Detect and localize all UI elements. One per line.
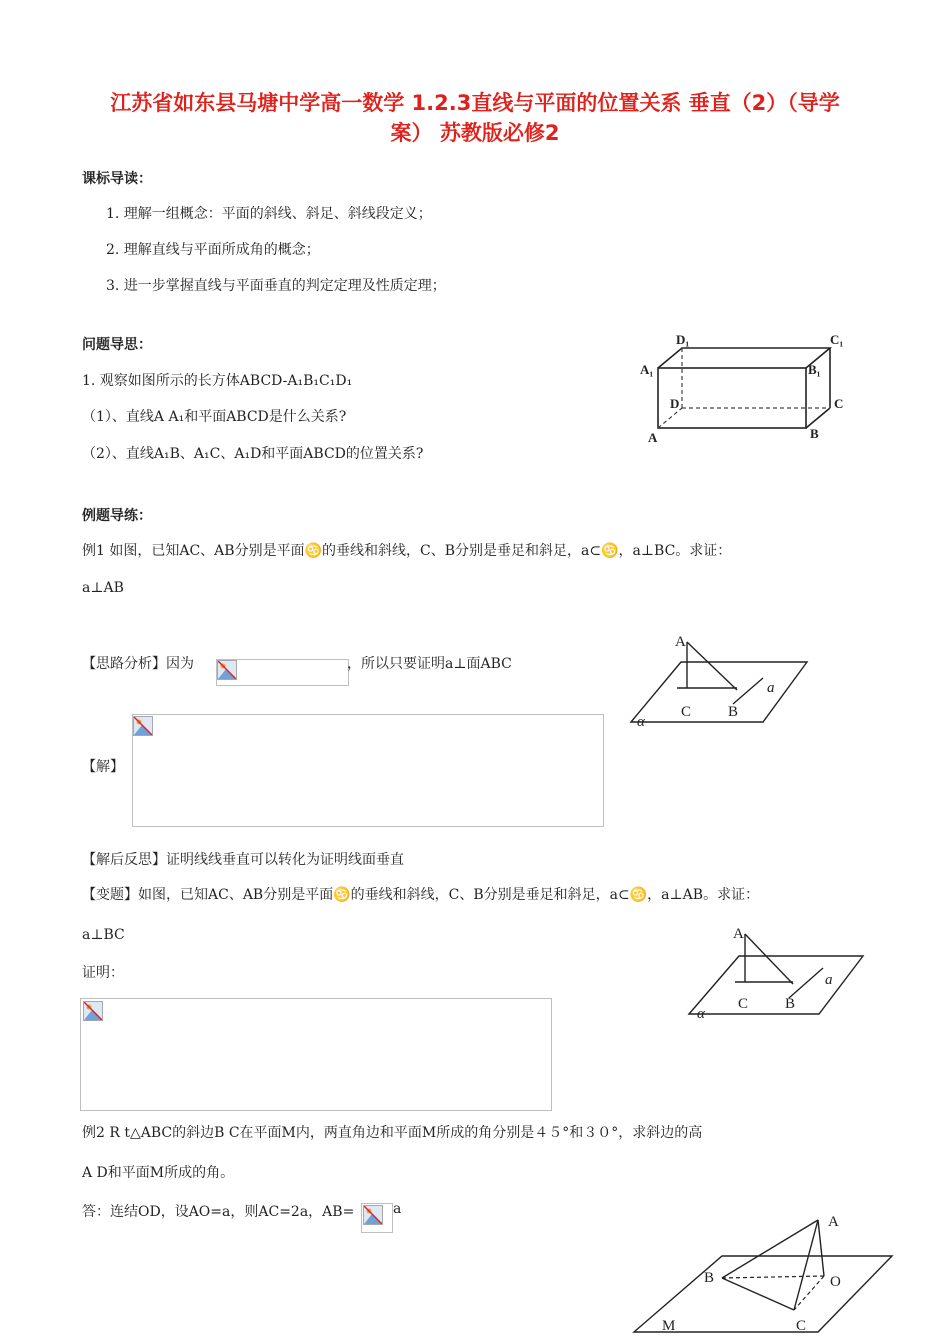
section-heading-curriculum: 课标导读：: [82, 171, 152, 187]
variant-line-1: 【变题】如图，已知AC、AB分别是平面♋的垂线和斜线，C、B分别是垂足和斜足，a⊂♋，a⊥AB。求证：: [82, 887, 760, 903]
fig2-label-alpha: α: [697, 1006, 705, 1020]
fig2-label-line-a: a: [825, 972, 833, 988]
analysis-formula-image: [216, 659, 349, 686]
label-d1: D₁: [676, 332, 690, 347]
label-b1: B₁: [808, 362, 821, 377]
label-a: A: [648, 430, 658, 445]
title-line-2: 案） 苏教版必修2: [390, 121, 560, 145]
fig2-label-a: A: [733, 926, 744, 942]
fig3-label-b: B: [704, 1270, 715, 1286]
section-heading-questions: 问题导思：: [82, 337, 152, 353]
example-2-line-2: A D和平面M所成的角。: [82, 1165, 235, 1181]
oblique-ab: [687, 642, 737, 690]
broken-image-icon: [217, 660, 237, 680]
analysis-suffix: ，所以只要证明a⊥面ABC: [347, 656, 512, 672]
question-1-part-1: （1）、直线A A₁和平面ABCD是什么关系?: [82, 409, 347, 425]
fig1-label-alpha: α: [637, 714, 645, 728]
line-a: [733, 678, 763, 704]
fig3-label-c: C: [796, 1318, 807, 1334]
analysis-prefix: 【思路分析】因为: [82, 656, 194, 672]
fig2-label-c: C: [738, 996, 749, 1012]
question-1: 1. 观察如图所示的长方体ABCD-A₁B₁C₁D₁: [82, 373, 353, 389]
fig1-label-line-a: a: [767, 680, 775, 696]
objective-item-1: 1. 理解一组概念：平面的斜线、斜足、斜线段定义；: [106, 206, 432, 222]
example-1-line-2: a⊥AB: [82, 580, 124, 596]
cuboid-front-face: [658, 368, 806, 428]
line-a: [789, 968, 823, 998]
fig3-label-m: M: [662, 1318, 676, 1334]
document-title: [70, 88, 880, 148]
label-a1: A₁: [640, 362, 654, 377]
broken-image-icon: [83, 1001, 103, 1021]
section-heading-examples: 例题导练：: [82, 508, 152, 524]
answer-suffix: a: [393, 1201, 402, 1217]
fig1-label-a: A: [675, 634, 686, 650]
plane-alpha: [689, 956, 863, 1014]
fig1-label-b: B: [728, 704, 739, 720]
hidden-bo: [722, 1276, 824, 1278]
answer-prefix: 答：连结OD，设AO=a，则AC=2a，AB=: [82, 1204, 355, 1220]
objective-item-3: 3. 进一步掌握直线与平面垂直的判定定理及性质定理；: [106, 278, 446, 294]
oblique-ab: [745, 934, 793, 984]
answer-formula-image: [361, 1203, 393, 1233]
broken-image-icon: [363, 1205, 383, 1225]
hidden-edge-ad: [658, 408, 682, 428]
example-1-line-1: 例1 如图，已知AC、AB分别是平面♋的垂线和斜线，C、B分别是垂足和斜足，a⊂♋，a⊥BC。求证：: [82, 543, 732, 559]
plane-alpha: [631, 662, 807, 722]
edge-ao: [818, 1220, 824, 1276]
edge-ac: [794, 1220, 818, 1310]
example-2-line-1: 例2 R t△ABC的斜边B C在平面M内，两直角边和平面M所成的角分别是４５°和３０°，求斜边的高: [82, 1125, 703, 1141]
objective-item-2: 2. 理解直线与平面所成角的概念；: [106, 242, 320, 258]
variant-line-2: a⊥BC: [82, 927, 125, 943]
cuboid-edge-bc: [806, 408, 830, 428]
solution-image-frame: [132, 714, 604, 827]
title-line-1: 江苏省如东县马塘中学高一数学 1.2.3直线与平面的位置关系 垂直（2）（导学: [110, 91, 840, 115]
edge-bc: [722, 1278, 794, 1310]
cuboid-top-face: [658, 348, 830, 368]
cuboid-figure: [630, 330, 860, 450]
edge-ba: [722, 1220, 818, 1278]
fig2-label-b: B: [785, 996, 796, 1012]
fig3-label-o: O: [830, 1274, 841, 1290]
question-1-part-2: （2）、直线A₁B、A₁C、A₁D和平面ABCD的位置关系?: [82, 446, 424, 462]
pyramid-figure-example-2: [630, 1206, 900, 1342]
plane-figure-example-1: [625, 628, 815, 728]
label-c: C: [834, 396, 844, 411]
label-d: D: [670, 396, 680, 411]
proof-image-frame: [80, 998, 552, 1111]
proof-label: 证明：: [82, 965, 124, 981]
solution-label: 【解】: [82, 759, 124, 775]
fig3-label-a: A: [828, 1214, 839, 1230]
label-c1: C₁: [830, 332, 844, 347]
reflection-text: 【解后反思】证明线线垂直可以转化为证明线面垂直: [82, 852, 404, 868]
fig1-label-c: C: [681, 704, 692, 720]
plane-figure-variant: [683, 920, 873, 1020]
label-b: B: [810, 426, 819, 441]
